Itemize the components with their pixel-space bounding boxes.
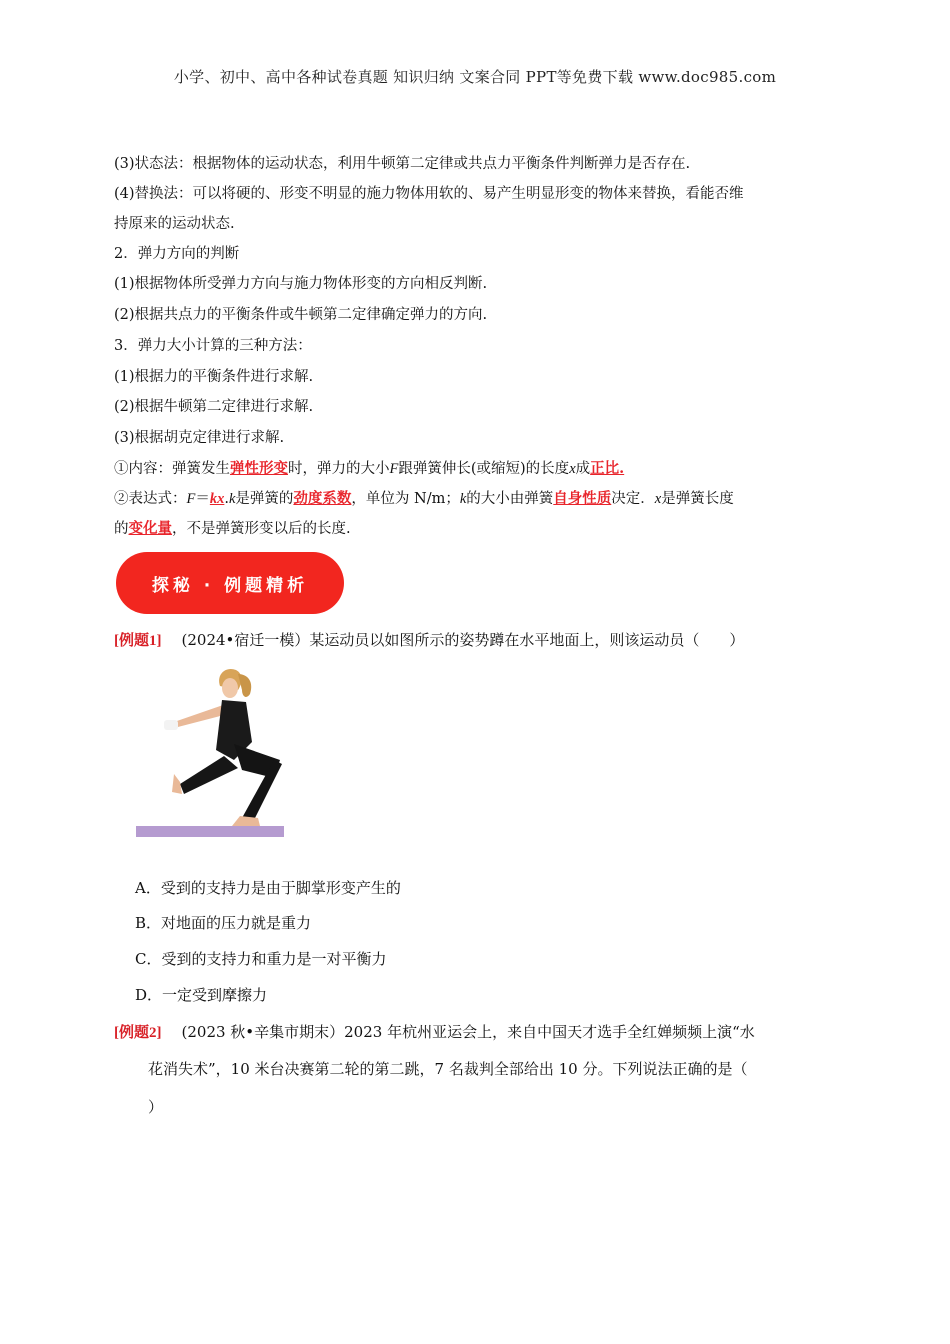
text-line: (1)根据力的平衡条件进行求解. [114,369,314,385]
option-b: B．对地面的压力就是重力 [135,914,312,932]
hooke-variation-line: 的变化量，不是弹簧形变以后的长度. [114,520,351,537]
question-2-line: 花消失术”，10 米台决赛第二轮的第二跳，7 名裁判全部给出 10 分。下列说法正确的是（ [148,1060,748,1078]
option-c: C．受到的支持力和重力是一对平衡力 [135,950,387,968]
question-2: [例题2] (2023 秋•辛集市期末）2023 年杭州亚运会上，来自中国天才选手全红婵频频上演“水 [114,1023,755,1041]
text-line: (2)根据牛顿第二定律进行求解. [114,399,314,415]
text-line: (3)根据胡克定律进行求解. [114,430,285,446]
text-line: (2)根据共点力的平衡条件或牛顿第二定律确定弹力的方向. [114,307,488,323]
hooke-content-line: ①内容：弹簧发生弹性形变时，弹力的大小F跟弹簧伸长(或缩短)的长度x成正比. [114,460,625,477]
question-1: [例题1] (2024•宿迁一模）某运动员以如图所示的姿势蹲在水平地面上，则该运动员（ ） [114,631,745,649]
highlight-term: 劲度系数 [293,490,352,507]
text-line: (4)替换法：可以将硬的、形变不明显的施力物体用软的、易产生明显形变的物体来替换，看能否维 [114,186,744,202]
option-d: D．一定受到摩擦力 [135,986,268,1004]
text-line: 持原来的运动状态. [114,216,235,232]
hooke-formula-line: ②表达式：F＝kx.k是弹簧的劲度系数，单位为 N/m；k的大小由弹簧自身性质决定．x是弹簧长度 [114,490,734,507]
highlight-term: 弹性形变 [230,460,288,477]
highlight-term: 变化量 [128,520,172,537]
section-banner: 探秘 · 例题精析 [116,552,344,614]
page-header: 小学、初中、高中各种试卷真题 知识归纳 文案合同 PPT等免费下载 www.doc985.com [173,68,777,86]
question-label: [例题2] [114,1025,162,1041]
highlight-term: 自身性质 [553,490,612,507]
text-line: (3)状态法：根据物体的运动状态，利用牛顿第二定律或共点力平衡条件判断弹力是否存在. [114,156,691,172]
option-a: A．受到的支持力是由于脚掌形变产生的 [135,879,401,897]
section-heading: 3．弹力大小计算的三种方法： [114,338,312,354]
question-label: [例题1] [114,633,162,649]
question-2-line: ） [148,1098,164,1116]
text-line: (1)根据物体所受弹力方向与施力物体形变的方向相反判断. [114,276,488,292]
highlight-term: 正比. [590,460,625,477]
athlete-illustration [134,660,286,838]
section-heading: 2．弹力方向的判断 [114,246,240,262]
highlight-term: kx [209,491,225,507]
